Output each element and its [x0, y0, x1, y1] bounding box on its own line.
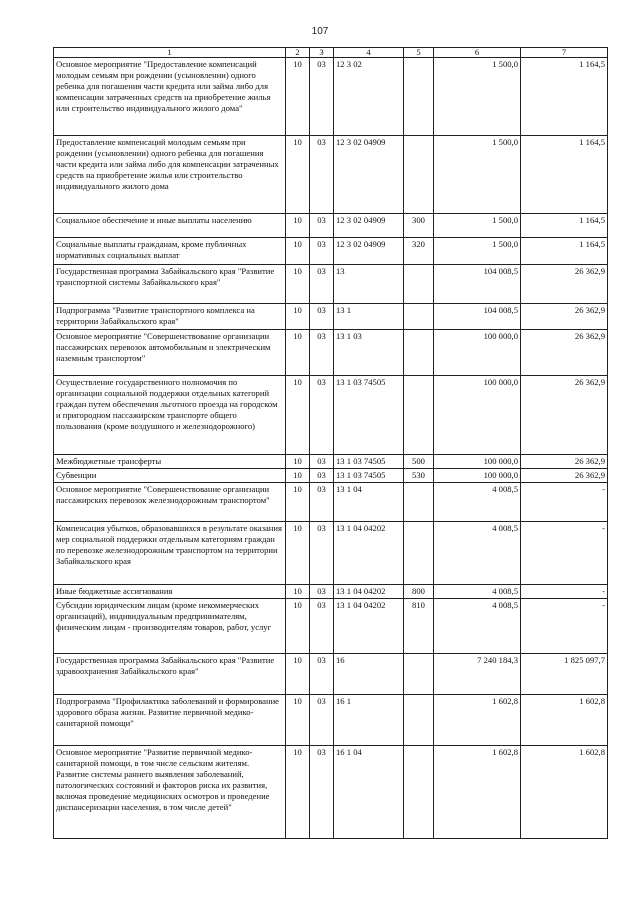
row-expense-type: 320: [404, 238, 434, 265]
row-target-code: 13 1 04 04202: [334, 585, 404, 599]
row-sum-planned: 100 000,0: [434, 469, 521, 483]
row-name: Основное мероприятие "Развитие первичной медико-санитарной помощи, в том числе сельским жителям. Развитие системы раннего выявления заболеваний, патологических состояний и факторов риска их развития, включая проведение медицинских осмотров и проведение диспансеризации населения, в том числе детей": [54, 746, 286, 839]
row-target-code: 12 3 02 04909: [334, 214, 404, 238]
row-sum-actual: 26 362,9: [521, 330, 608, 376]
row-name: Государственная программа Забайкальского края "Развитие здравоохранения Забайкальского края": [54, 654, 286, 695]
row-sum-planned: 100 000,0: [434, 455, 521, 469]
row-sum-actual: 1 164,5: [521, 58, 608, 136]
budget-table: [53, 47, 608, 839]
row-name: Государственная программа Забайкальского края "Развитие транспортной системы Забайкальского края": [54, 265, 286, 304]
table-row: [54, 483, 608, 522]
row-subsection: 03: [310, 304, 334, 330]
row-name: Социальное обеспечение и иные выплаты населению: [54, 214, 286, 238]
row-expense-type: 300: [404, 214, 434, 238]
row-sum-planned: 1 602,8: [434, 746, 521, 839]
table-row: [54, 376, 608, 455]
col-header-6: 6: [434, 48, 521, 58]
row-sum-planned: 1 602,8: [434, 695, 521, 746]
row-sum-planned: 1 500,0: [434, 58, 521, 136]
row-subsection: 03: [310, 58, 334, 136]
page-number: 107: [311, 26, 329, 37]
col-header-2: 2: [286, 48, 310, 58]
table-row: [54, 599, 608, 654]
row-section: 10: [286, 214, 310, 238]
table-row: [54, 455, 608, 469]
row-sum-planned: 1 500,0: [434, 214, 521, 238]
row-sum-planned: 104 008,5: [434, 265, 521, 304]
row-expense-type: [404, 376, 434, 455]
row-target-code: 12 3 02: [334, 58, 404, 136]
row-section: 10: [286, 58, 310, 136]
row-section: 10: [286, 522, 310, 585]
row-section: 10: [286, 330, 310, 376]
row-expense-type: 500: [404, 455, 434, 469]
row-sum-actual: -: [521, 483, 608, 522]
row-subsection: 03: [310, 136, 334, 214]
col-header-4: 4: [334, 48, 404, 58]
row-name: Субсидии юридическим лицам (кроме некоммерческих организаций), индивидуальным предпринимателям, физическим лицам - производителям товаров, работ, услуг: [54, 599, 286, 654]
row-subsection: 03: [310, 265, 334, 304]
row-section: 10: [286, 376, 310, 455]
row-sum-planned: 1 500,0: [434, 136, 521, 214]
row-name: Основное мероприятие "Совершенствование организации пассажирских перевозок автомобильным и электрическим наземным транспортом": [54, 330, 286, 376]
table-row: [54, 330, 608, 376]
row-subsection: 03: [310, 214, 334, 238]
row-section: 10: [286, 469, 310, 483]
row-name: Иные бюджетные ассигнования: [54, 585, 286, 599]
row-name: Основное мероприятие "Совершенствование организации пассажирских перевозок железнодорожным транспортом": [54, 483, 286, 522]
row-section: 10: [286, 304, 310, 330]
row-sum-actual: 1 164,5: [521, 214, 608, 238]
row-name: Подпрограмма "Профилактика заболеваний и формирование здорового образа жизни. Развитие первичной медико-санитарной помощи": [54, 695, 286, 746]
row-sum-actual: 26 362,9: [521, 455, 608, 469]
row-section: 10: [286, 136, 310, 214]
row-expense-type: 800: [404, 585, 434, 599]
row-sum-actual: 1 602,8: [521, 695, 608, 746]
row-section: 10: [286, 585, 310, 599]
row-name: Подпрограмма "Развитие транспортного комплекса на территории Забайкальского края": [54, 304, 286, 330]
row-section: 10: [286, 483, 310, 522]
row-sum-actual: 1 164,5: [521, 136, 608, 214]
row-target-code: 12 3 02 04909: [334, 238, 404, 265]
row-expense-type: 810: [404, 599, 434, 654]
row-subsection: 03: [310, 585, 334, 599]
row-name: Социальные выплаты гражданам, кроме публичных нормативных социальных выплат: [54, 238, 286, 265]
row-subsection: 03: [310, 238, 334, 265]
row-section: 10: [286, 455, 310, 469]
col-header-3: 3: [310, 48, 334, 58]
table-row: [54, 654, 608, 695]
row-sum-actual: -: [521, 585, 608, 599]
row-expense-type: [404, 265, 434, 304]
row-expense-type: [404, 330, 434, 376]
row-subsection: 03: [310, 455, 334, 469]
row-sum-actual: 1 825 097,7: [521, 654, 608, 695]
row-section: 10: [286, 654, 310, 695]
row-target-code: 12 3 02 04909: [334, 136, 404, 214]
col-header-7: 7: [521, 48, 608, 58]
row-section: 10: [286, 695, 310, 746]
row-name: Межбюджетные трансферты: [54, 455, 286, 469]
row-subsection: 03: [310, 695, 334, 746]
row-sum-planned: 4 008,5: [434, 585, 521, 599]
table-row: [54, 304, 608, 330]
row-target-code: 13 1: [334, 304, 404, 330]
table-row: [54, 522, 608, 585]
table-row: [54, 746, 608, 839]
row-subsection: 03: [310, 330, 334, 376]
row-subsection: 03: [310, 654, 334, 695]
row-expense-type: [404, 304, 434, 330]
row-target-code: 13 1 03 74505: [334, 469, 404, 483]
table-row: [54, 695, 608, 746]
row-sum-actual: 26 362,9: [521, 469, 608, 483]
row-expense-type: [404, 746, 434, 839]
row-target-code: 16 1 04: [334, 746, 404, 839]
header-row: [54, 48, 608, 58]
table-row: [54, 585, 608, 599]
row-expense-type: [404, 695, 434, 746]
row-name: Предоставление компенсаций молодым семьям при рождении (усыновлении) одного ребенка для погашения части кредита или займа либо для компенсации затраченных средств на приобретение жилья или строительство индивидуального жилого дома: [54, 136, 286, 214]
col-header-5: 5: [404, 48, 434, 58]
row-subsection: 03: [310, 746, 334, 839]
row-expense-type: [404, 136, 434, 214]
col-header-1: 1: [54, 48, 286, 58]
row-target-code: 16: [334, 654, 404, 695]
row-subsection: 03: [310, 522, 334, 585]
table-row: [54, 265, 608, 304]
row-name: Осуществление государственного полномочия по организации социальной поддержки отдельных категорий граждан путем обеспечения льготного проезда на городском и пригородном пассажирском транспорте общего пользования (кроме воздушного и железнодорожного): [54, 376, 286, 455]
row-section: 10: [286, 746, 310, 839]
table-row: [54, 214, 608, 238]
row-sum-planned: 100 000,0: [434, 376, 521, 455]
row-name: Субвенции: [54, 469, 286, 483]
table-row: [54, 58, 608, 136]
row-sum-planned: 4 008,5: [434, 522, 521, 585]
row-subsection: 03: [310, 376, 334, 455]
row-sum-actual: 1 602,8: [521, 746, 608, 839]
row-target-code: 13 1 04 04202: [334, 522, 404, 585]
row-sum-actual: -: [521, 522, 608, 585]
row-target-code: 13 1 04: [334, 483, 404, 522]
row-target-code: 16 1: [334, 695, 404, 746]
row-sum-planned: 1 500,0: [434, 238, 521, 265]
row-expense-type: [404, 522, 434, 585]
row-sum-planned: 4 008,5: [434, 483, 521, 522]
row-sum-actual: 26 362,9: [521, 304, 608, 330]
row-sum-actual: 26 362,9: [521, 265, 608, 304]
row-target-code: 13: [334, 265, 404, 304]
row-sum-planned: 104 008,5: [434, 304, 521, 330]
row-sum-planned: 100 000,0: [434, 330, 521, 376]
row-sum-planned: 7 240 184,3: [434, 654, 521, 695]
row-section: 10: [286, 238, 310, 265]
row-expense-type: 530: [404, 469, 434, 483]
row-expense-type: [404, 58, 434, 136]
table-row: [54, 469, 608, 483]
row-sum-actual: 26 362,9: [521, 376, 608, 455]
row-target-code: 13 1 03: [334, 330, 404, 376]
row-subsection: 03: [310, 483, 334, 522]
table-row: [54, 136, 608, 214]
row-expense-type: [404, 483, 434, 522]
row-section: 10: [286, 265, 310, 304]
table-row: [54, 238, 608, 265]
row-sum-planned: 4 008,5: [434, 599, 521, 654]
row-name: Основное мероприятие "Предоставление компенсаций молодым семьям при рождении (усыновлении) одного ребенка для погашения части кредита или займа либо для компенсации затраченных средств на приобретение жилья или строительство индивидуального жилого дома": [54, 58, 286, 136]
row-target-code: 13 1 04 04202: [334, 599, 404, 654]
row-expense-type: [404, 654, 434, 695]
row-target-code: 13 1 03 74505: [334, 455, 404, 469]
row-subsection: 03: [310, 599, 334, 654]
row-section: 10: [286, 599, 310, 654]
row-sum-actual: -: [521, 599, 608, 654]
row-sum-actual: 1 164,5: [521, 238, 608, 265]
row-name: Компенсация убытков, образовавшихся в результате оказания мер социальной поддержки отдельным категориям граждан по перевозке железнодорожным транспортом на территории Забайкальского края: [54, 522, 286, 585]
row-target-code: 13 1 03 74505: [334, 376, 404, 455]
row-subsection: 03: [310, 469, 334, 483]
